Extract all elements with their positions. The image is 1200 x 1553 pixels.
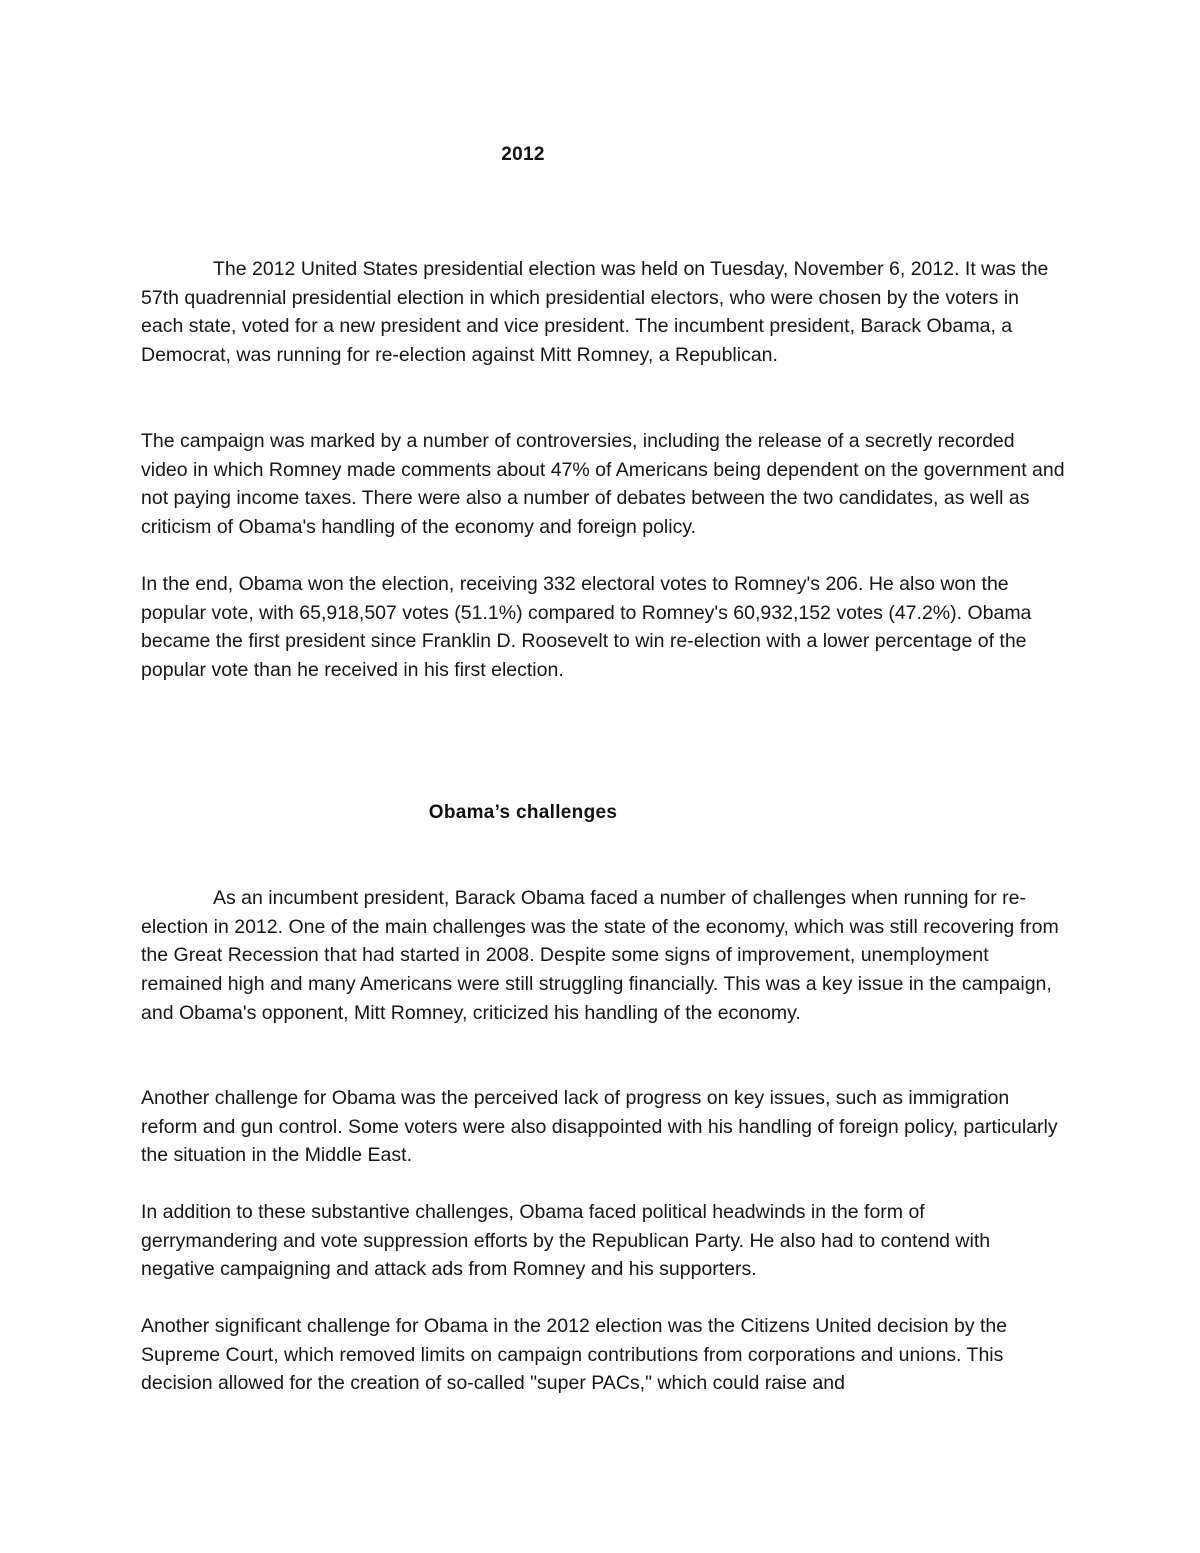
paragraph-headwinds: In addition to these substantive challenges, Obama faced political headwinds in the form of gerrymandering and vote suppression efforts by the Republican Party. He also had to contend with negative campaigning and attack ads from Romney and his supporters. (141, 1201, 991, 1281)
paragraph-result: In the end, Obama won the election, receiving 332 electoral votes to Romney's 206. He also won the popular vote, with 65,918,507 votes (51.1%) compared to Romney's 60,932,152 votes (47.2%). Obama became the first president since Franklin D. Roosevelt to win re-election with a lower percentage of the popular vote than he received in his first election. (141, 573, 1032, 682)
paragraph-economy: As an incumbent president, Barack Obama faced a number of challenges when running for re-election in 2012. One of the main challenges was the state of the economy, which was still recovering from the Great Recession that had started in 2008. Despite some signs of improvement, unemployment remained high and many Americans were still struggling financially. This was a key issue in the campaign, and Obama's opponent, Mitt Romney, criticized his handling of the economy. (141, 887, 1059, 1024)
paragraph-key-issues: Another challenge for Obama was the perceived lack of progress on key issues, such as immigration reform and gun control. Some voters were also disappointed with his handling of foreign policy, particularly the situation in the Middle East. (141, 1087, 1058, 1167)
paragraph-intro: The 2012 United States presidential election was held on Tuesday, November 6, 2012. It was the 57th quadrennial presidential election in which presidential electors, who were chosen by the voters in each state, voted for a new president and vice president. The incumbent president, Barack Obama, a Democrat, was running for re-election against Mitt Romney, a Republican. (141, 258, 1049, 367)
paragraph-citizens-united: Another significant challenge for Obama in the 2012 election was the Citizens United decision by the Supreme Court, which removed limits on campaign contributions from corporations and unions. This decision allowed for the creation of so-called "super PACs," which could raise and (141, 1315, 1008, 1395)
paragraph-campaign: The campaign was marked by a number of controversies, including the release of a secretly recorded video in which Romney made comments about 47% of Americans being dependent on the government and not paying income taxes. There were also a number of debates between the two candidates, as well as criticism of Obama's handling of the economy and foreign policy. (141, 430, 1065, 539)
section-heading: Obama’s challenges (428, 802, 618, 823)
document-title: 2012 (501, 144, 545, 165)
